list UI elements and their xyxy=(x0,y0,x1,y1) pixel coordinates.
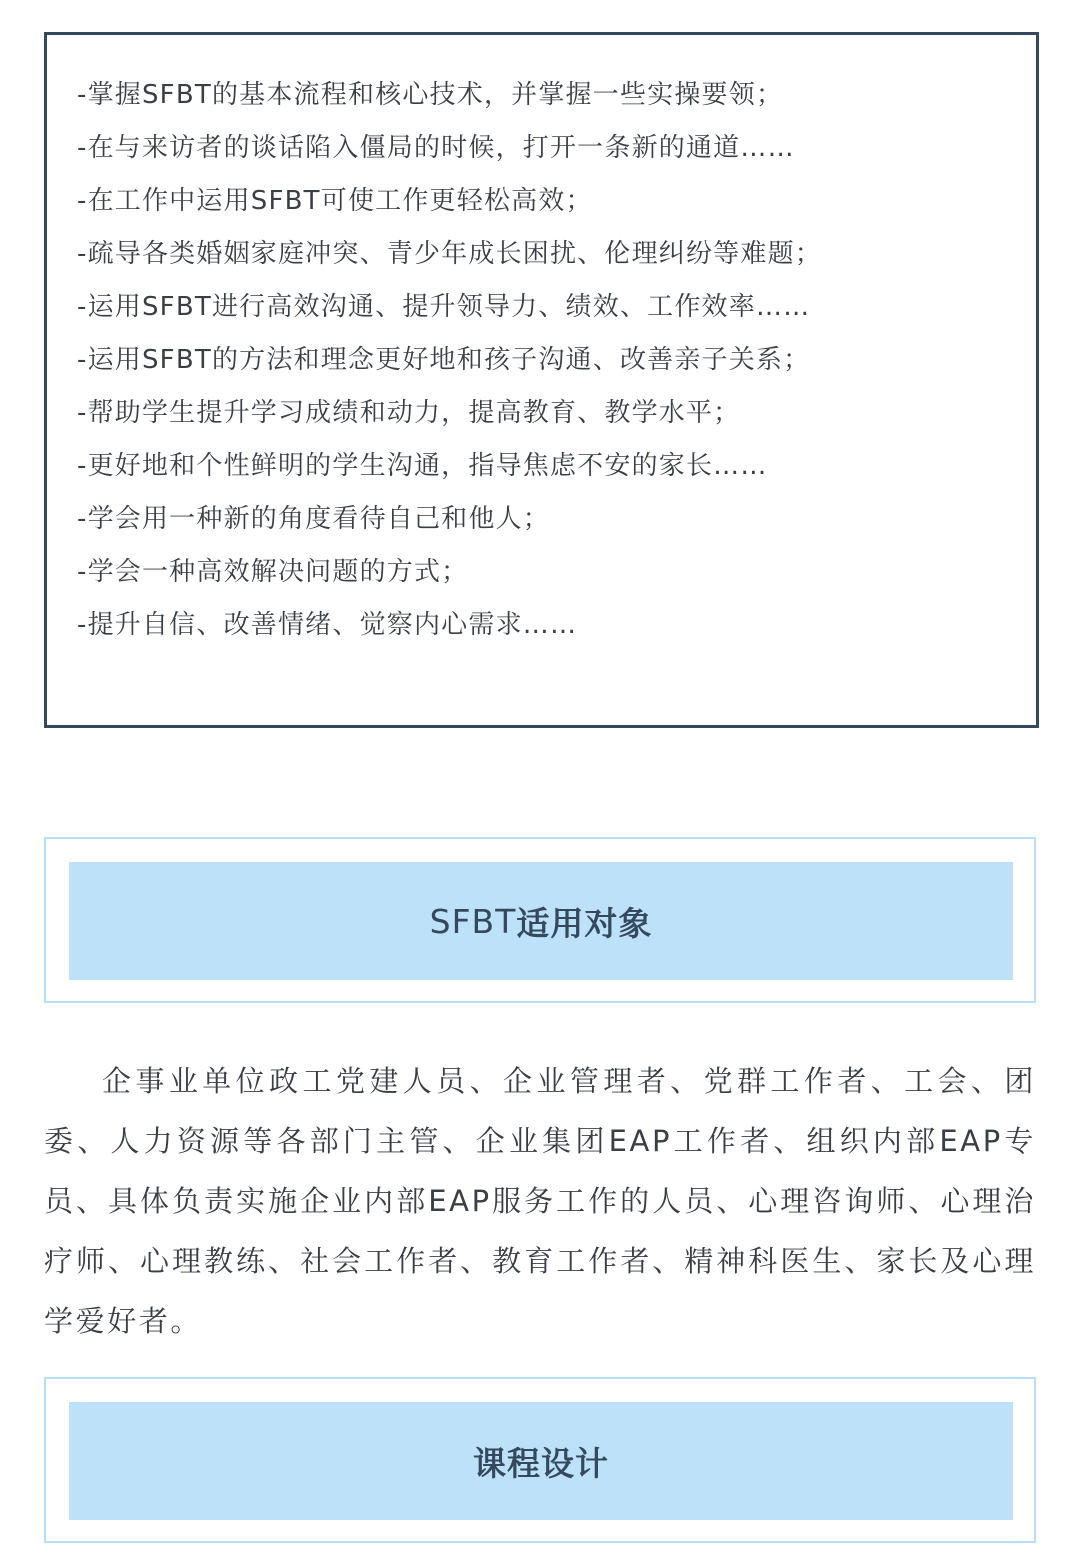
audience-title-prefix: SFBT xyxy=(429,901,517,941)
benefit-item: -疏导各类婚姻家庭冲突、青少年成长困扰、伦理纠纷等难题； xyxy=(77,239,822,269)
audience-title-bold: 适用对象 xyxy=(516,903,653,943)
course-section-header xyxy=(44,1377,1036,1543)
benefits-box xyxy=(44,32,1039,728)
benefit-item: -运用SFBT的方法和理念更好地和孩子沟通、改善亲子关系； xyxy=(77,345,811,375)
benefit-item: -提升自信、改善情绪、觉察内心需求…… xyxy=(77,610,578,640)
benefit-item: -学会一种高效解决问题的方式； xyxy=(77,557,469,587)
audience-section-header xyxy=(44,837,1036,1003)
course-title: 课程设计 xyxy=(473,1443,609,1483)
benefit-item: -掌握SFBT的基本流程和核心技术，并掌握一些实操要领； xyxy=(77,80,784,110)
benefit-item: -帮助学生提升学习成绩和动力，提高教育、教学水平； xyxy=(77,398,741,428)
course-section-title xyxy=(69,1402,1013,1520)
benefit-item: -运用SFBT进行高效沟通、提升领导力、绩效、工作效率…… xyxy=(77,292,811,322)
benefits-list xyxy=(77,69,1016,652)
audience-paragraph: 企事业单位政工党建人员、企业管理者、党群工作者、工会、团委、人力资源等各部门主管、企业集团EAP工作者、组织内部EAP专员、具体负责实施企业内部EAP服务工作的人员、心理咨询师、心理治疗师、心理教练、社会工作者、教育工作者、精神科医生、家长及心理学爱好者。 xyxy=(44,1064,1036,1338)
benefit-item: -更好地和个性鲜明的学生沟通，指导焦虑不安的家长…… xyxy=(77,451,768,481)
benefit-item: -在与来访者的谈话陷入僵局的时候，打开一条新的通道…… xyxy=(77,133,795,163)
benefit-item: -学会用一种新的角度看待自己和他人； xyxy=(77,504,550,534)
benefit-item: -在工作中运用SFBT可使工作更轻松高效； xyxy=(77,186,593,216)
audience-section-title xyxy=(69,862,1013,980)
